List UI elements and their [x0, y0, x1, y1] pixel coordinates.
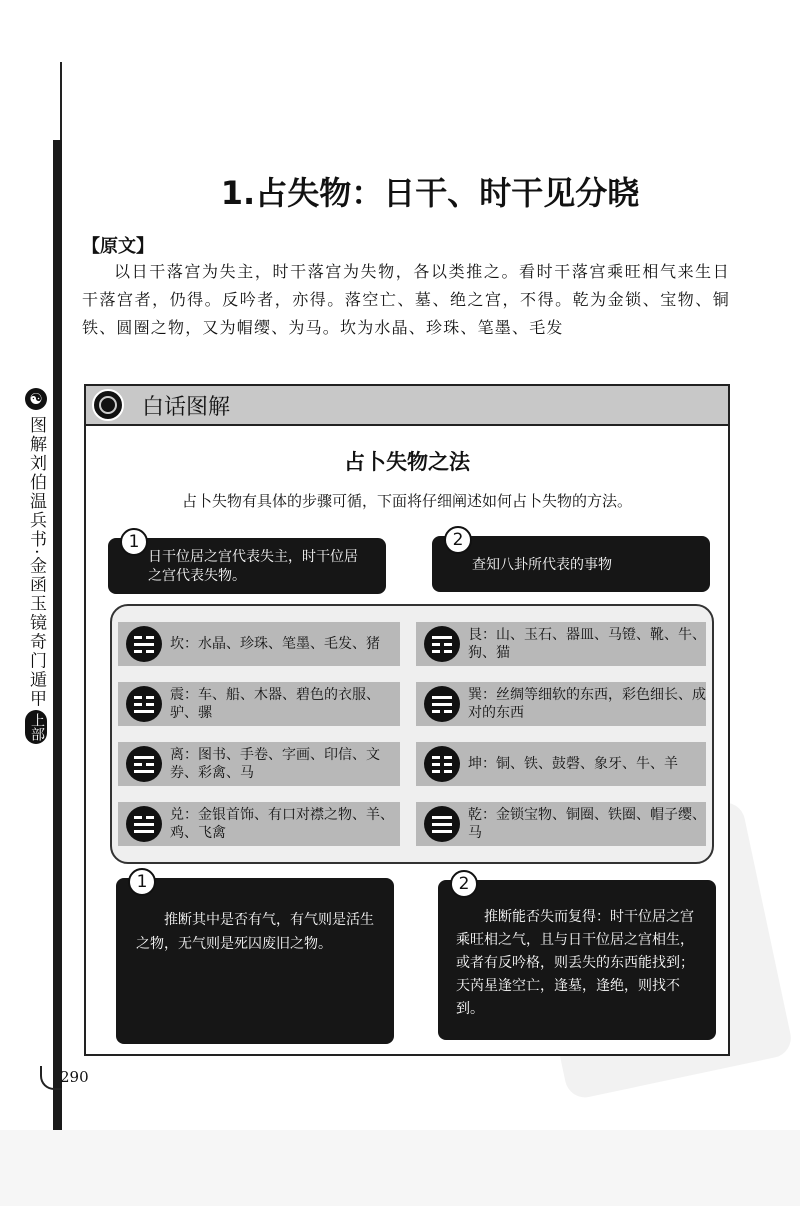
- margin-bar: [53, 140, 62, 1150]
- trigram-icon: [424, 626, 460, 662]
- book-title-vertical: 图解刘伯温兵书·金函玉镜奇门遁甲: [26, 416, 46, 709]
- bottom-note-1: [116, 878, 394, 1044]
- step1-text: 日干位居之宫代表失主，时干位居之宫代表失物。: [148, 549, 358, 584]
- trigram-text: 坎：水晶、珍珠、笔墨、毛发、猪: [170, 636, 380, 652]
- bottom-note-1-text: 推断其中是否有气，有气则是活生之物，无气则是死囚废旧之物。: [136, 912, 374, 952]
- trigram-icon: [126, 686, 162, 722]
- trigram-text: 离：图书、手卷、字画、印信、文券、彩禽、马: [170, 747, 380, 781]
- trigram-cell: [416, 742, 706, 786]
- panel-title: 占卜失物之法: [344, 450, 470, 474]
- trigram-icon: [424, 746, 460, 782]
- original-text: 以日干落宫为失主，时干落宫为失物，各以类推之。看时干落宫乘旺相气来生日干落宫者，仍得。反吟者，亦得。落空亡、墓、绝之宫，不得。乾为金锁、宝物、铜铁、圆圈之物，又为帽缨、为马。坎为水晶、珍珠、笔墨、毛发: [82, 262, 730, 337]
- trigram-cell: [416, 682, 706, 726]
- trigram-cell: [118, 622, 400, 666]
- yin-yang-icon: ☯: [25, 388, 47, 410]
- trigram-icon: [424, 806, 460, 842]
- trigram-icon: [126, 626, 162, 662]
- page-number: 290: [60, 1068, 89, 1086]
- illustration-panel: [84, 384, 730, 1056]
- step1-box: [108, 538, 386, 594]
- bottom-note-2-text: 推断能否失而复得：时干位居之宫乘旺相之气，且与日干位居之宫相生，或者有反吟格，则丢失的东西能找到；天芮星逢空亡，逢墓，逢绝，则找不到。: [456, 909, 694, 1017]
- step2-text: 查知八卦所代表的事物: [472, 557, 612, 573]
- trigram-icon: [424, 686, 460, 722]
- trigram-text: 兑：金银首饰、有口对襟之物、羊、鸡、飞禽: [170, 807, 394, 841]
- trigram-cell: [416, 802, 706, 846]
- bottom-note-1-number: 1: [128, 868, 156, 896]
- panel-subtitle: 占卜失物有具体的步骤可循，下面将仔细阐述如何占卜失物的方法。: [181, 492, 632, 510]
- trigram-grid: [110, 604, 714, 864]
- trigram-cell: [118, 802, 400, 846]
- trigram-text: 巽：丝绸等细软的东西，彩色细长、成对的东西: [468, 687, 706, 721]
- volume-badge: 上部: [25, 710, 47, 744]
- trigram-text: 坤：铜、铁、鼓磬、象牙、牛、羊: [468, 756, 678, 772]
- page-ornament: [40, 1066, 62, 1090]
- scan-margin: [0, 1130, 800, 1206]
- section-label: 【原文】: [82, 236, 154, 257]
- bottom-note-2: [438, 880, 716, 1040]
- trigram-cell: [118, 742, 400, 786]
- trigram-icon: [126, 746, 162, 782]
- panel-header: [86, 386, 728, 426]
- step2-number: 2: [444, 526, 472, 554]
- step1-number: 1: [120, 528, 148, 556]
- trigram-cell: [416, 622, 706, 666]
- trigram-text: 震：车、船、木器、碧色的衣服、驴、骡: [170, 687, 380, 721]
- bottom-note-2-number: 2: [450, 870, 478, 898]
- trigram-cell: [118, 682, 400, 726]
- side-running-title: [22, 388, 50, 744]
- step2-box: [432, 536, 710, 592]
- trigram-text: 艮：山、玉石、器皿、马镫、靴、牛、狗、猫: [468, 627, 706, 661]
- emblem-icon: [92, 389, 124, 421]
- trigram-text: 乾：金锁宝物、铜圈、铁圈、帽子缨、马: [468, 807, 706, 841]
- trigram-icon: [126, 806, 162, 842]
- panel-header-title: 白话图解: [142, 395, 231, 420]
- chapter-heading: 1.占失物：日干、时干见分晓: [220, 174, 640, 212]
